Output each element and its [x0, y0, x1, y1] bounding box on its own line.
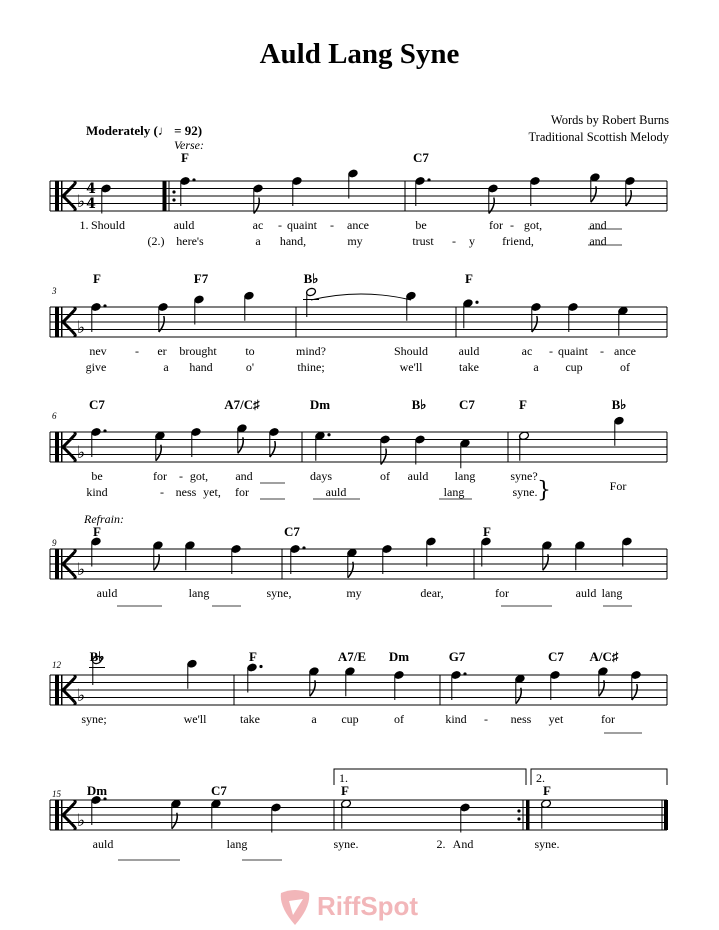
time-signature-top: 4: [86, 181, 96, 197]
dotted-note-dot: [103, 304, 106, 307]
lyric-verse-2: (2.): [147, 234, 165, 248]
lyric-verse-2: thine;: [297, 360, 325, 374]
chord-symbol: Dm: [309, 397, 331, 412]
lyric-verse-1: of: [394, 712, 404, 726]
lyric-verse-1: ac: [521, 344, 533, 358]
measure-number: 9: [52, 538, 57, 548]
lyric-verse-1: be: [415, 218, 427, 232]
c-clef-bar: [55, 800, 59, 830]
lyric-verse-1: ance: [347, 218, 369, 232]
lyric-verse-2: ness: [175, 485, 197, 499]
flat-key-signature-icon: ♭: [77, 192, 86, 212]
guitar-pick-icon: [275, 887, 315, 927]
lyric-verse-1: got,: [189, 469, 209, 483]
lyric-verse-1: ance: [614, 344, 636, 358]
lyric-verse-1: auld: [96, 586, 118, 600]
lyric-verse-1: -: [510, 218, 514, 232]
c-clef-bar: [61, 181, 63, 211]
lyric-verse-1: syne;: [81, 712, 107, 726]
lyric-verse-2: cup: [565, 360, 583, 374]
lyric-verse-1: -: [484, 712, 488, 726]
lyric-verse-1: ness: [510, 712, 532, 726]
tempo-marking: Moderately (♩ = 92): [86, 123, 203, 138]
lyric-verse-1: auld: [458, 344, 480, 358]
lyric-verse-1: we'll: [183, 712, 207, 726]
lyric-verse-2: my: [347, 234, 363, 248]
flat-key-signature-icon: ♭: [77, 686, 86, 706]
lyric-verse-1: syne,: [266, 586, 292, 600]
dotted-note-dot: [103, 429, 106, 432]
chord-symbol: A7/E: [337, 649, 367, 664]
lyric-verse-1: take: [240, 712, 260, 726]
dotted-note-dot: [427, 178, 430, 181]
lyric-verse-1: lang: [226, 837, 248, 851]
lyric-verse-1: a: [311, 712, 317, 726]
lyric-verse-2: we'll: [399, 360, 423, 374]
c-clef-bar: [55, 181, 59, 211]
repeat-dot: [172, 190, 175, 193]
lyric-verse-1: lang: [454, 469, 476, 483]
chord-symbol: C7: [211, 783, 227, 798]
c-clef-bar: [61, 549, 63, 579]
c-clef-bar: [55, 307, 59, 337]
lyric-verse-2: friend,: [502, 234, 534, 248]
repeat-start-thick: [163, 181, 167, 211]
chord-symbol: F: [483, 524, 491, 539]
c-clef-bar: [61, 432, 63, 462]
flat-key-signature-icon: ♭: [77, 318, 86, 338]
lyric-verse-1: cup: [341, 712, 359, 726]
lyric-verse-1: quaint: [287, 218, 317, 232]
lyric-verse-2: yet,: [203, 485, 221, 499]
lyric-verse-1: to: [245, 344, 255, 358]
dotted-note-dot: [475, 301, 478, 304]
repeat-dot: [172, 198, 175, 201]
lyric-verse-1: for: [601, 712, 615, 726]
lyric-verse-2: give: [85, 360, 107, 374]
lyric-verse-2: hand: [189, 360, 213, 374]
quarter-note-icon: ♩: [157, 123, 171, 138]
lyric-verse-1: -: [179, 469, 183, 483]
chord-symbol: A7/C♯: [224, 397, 260, 412]
lyric-verse-2: trust: [412, 234, 434, 248]
lyric-verse-1: Should: [393, 344, 429, 358]
lyric-verse-2: for: [235, 485, 249, 499]
chord-symbol: Dm: [388, 649, 410, 664]
lyric-verse-2: a: [163, 360, 169, 374]
c-clef-bar: [55, 432, 59, 462]
first-ending-label: 1.: [339, 771, 348, 785]
lyric-verse-1: syne.: [333, 837, 359, 851]
dotted-note-dot: [463, 672, 466, 675]
chord-symbol: F: [465, 271, 473, 286]
dotted-note-dot: [259, 665, 262, 668]
lyric-verse-1: yet: [548, 712, 564, 726]
verse-brace: }: [537, 478, 551, 503]
chord-symbol: F: [249, 649, 257, 664]
c-clef-bar: [55, 549, 59, 579]
chord-symbol: F: [543, 783, 551, 798]
song-title: Auld Lang Syne: [259, 38, 460, 70]
flat-key-signature-icon: ♭: [77, 560, 86, 580]
brand-name: RiffSpot: [317, 891, 419, 921]
chord-symbol: F: [519, 397, 527, 412]
lyric-verse-1: -: [600, 344, 604, 358]
chord-symbol: F: [181, 150, 189, 165]
lyric-verse-1: and: [235, 469, 253, 483]
c-clef-bar: [61, 675, 63, 705]
dotted-note-dot: [327, 433, 330, 436]
lyric-verse-1: my: [346, 586, 362, 600]
chord-symbol: B♭: [411, 397, 427, 412]
lyric-verse-1: -: [278, 218, 282, 232]
lyric-verse-1: -: [549, 344, 553, 358]
lyric-verse-1: for: [489, 218, 503, 232]
measure-number: 6: [52, 411, 57, 421]
lyric-verse-1: auld: [92, 837, 114, 851]
lyric-verse-1: -: [135, 344, 139, 358]
chord-symbol: F7: [193, 271, 209, 286]
flat-key-signature-icon: ♭: [77, 811, 86, 831]
lyric-verse-1: dear,: [420, 586, 444, 600]
lyric-verse-1: 2.: [436, 837, 446, 851]
lyric-verse-2: o': [245, 360, 255, 374]
c-clef-bar: [55, 675, 59, 705]
chord-symbol: F: [93, 271, 101, 286]
chord-symbol: C7: [413, 150, 429, 165]
lyric-verse-1: lang: [601, 586, 623, 600]
lyric-verse-1: 1.: [79, 218, 89, 232]
lyric-verse-2: a: [533, 360, 539, 374]
lyric-verse-1: Should: [90, 218, 126, 232]
c-clef-bar: [61, 307, 63, 337]
chord-symbol: F: [93, 524, 101, 539]
chord-symbol: G7: [448, 649, 466, 664]
lyric-verse-1: be: [91, 469, 103, 483]
lyric-verse-1: quaint: [558, 344, 588, 358]
tempo-text: Moderately: [86, 123, 151, 138]
chord-symbol: Dm: [86, 783, 108, 798]
lyric-verse-2: kind: [86, 485, 108, 499]
time-signature-bottom: 4: [86, 196, 96, 212]
verse-label: Verse:: [174, 138, 204, 152]
dotted-note-dot: [192, 178, 195, 181]
flat-key-signature-icon: ♭: [77, 443, 86, 463]
chord-symbol: C7: [459, 397, 475, 412]
lyric-verse-2: take: [459, 360, 479, 374]
lyric-verse-1: auld: [575, 586, 597, 600]
lyric-verse-2: a: [255, 234, 261, 248]
lyric-verse-1: er: [157, 344, 167, 358]
lyric-verse-1: of: [380, 469, 390, 483]
lyric-verse-1: ac: [252, 218, 264, 232]
lyric-verse-1: auld: [407, 469, 429, 483]
final-barline-thick: [664, 800, 668, 830]
lyric-verse-2: y: [469, 234, 475, 248]
lyric-verse-1: brought: [179, 344, 217, 358]
lyricist-credit: Words by Robert Burns: [550, 113, 669, 127]
refrain-label: Refrain:: [84, 512, 124, 526]
lyric-verse-2: -: [452, 234, 456, 248]
composer-credit: Traditional Scottish Melody: [528, 130, 669, 144]
lyric-verse-1: days: [310, 469, 332, 483]
lyric-verse-1: nev: [89, 344, 107, 358]
chord-symbol: A/C♯: [589, 649, 619, 664]
lyric-verse-1: for: [495, 586, 509, 600]
chord-symbol: B♭: [303, 271, 319, 286]
lyric-verse-1: for: [153, 469, 167, 483]
lyric-verse-2: syne.: [512, 485, 538, 499]
repeat-dot: [517, 817, 520, 820]
first-ending-bracket: [334, 769, 526, 785]
tie-arc: [311, 294, 411, 300]
lyric-verse-1: syne.: [534, 837, 560, 851]
lyric-verse-1: and: [589, 218, 607, 232]
lyric-verse-2: here's: [176, 234, 204, 248]
chord-symbol: F: [341, 783, 349, 798]
lyric-verse-2: of: [620, 360, 630, 374]
lyric-verse-2: auld: [325, 485, 347, 499]
c-clef-bar: [61, 800, 63, 830]
repeat-dot: [517, 809, 520, 812]
measure-number: 3: [52, 286, 57, 296]
lyric-verse-1: mind?: [296, 344, 326, 358]
measure-number: 15: [52, 789, 61, 799]
lyric-verse-1: -: [330, 218, 334, 232]
measure-number: 12: [52, 660, 61, 670]
lyric-verse-1: syne?: [510, 469, 538, 483]
second-ending-bracket: [531, 769, 667, 785]
lyric-verse-2: lang: [443, 485, 465, 499]
chord-symbol: B♭: [89, 649, 105, 664]
lyric-verse-1: got,: [523, 218, 543, 232]
lyric-verse-1: And: [452, 837, 474, 851]
lyric-next-verse: For: [609, 479, 627, 493]
lyric-verse-2: hand,: [279, 234, 307, 248]
chord-symbol: C7: [284, 524, 300, 539]
chord-symbol: C7: [548, 649, 564, 664]
chord-symbol: C7: [89, 397, 105, 412]
tempo-bpm: 92: [184, 123, 198, 138]
lyric-verse-1: lang: [188, 586, 210, 600]
dotted-note-dot: [302, 546, 305, 549]
lyric-verse-1: kind: [445, 712, 467, 726]
chord-symbol: B♭: [611, 397, 627, 412]
lyric-verse-2: and: [589, 234, 607, 248]
riffspot-logo: [275, 885, 450, 930]
repeat-end-thick: [526, 800, 530, 830]
lyric-verse-2: -: [160, 485, 164, 499]
second-ending-label: 2.: [536, 771, 545, 785]
lyric-verse-1: auld: [173, 218, 195, 232]
